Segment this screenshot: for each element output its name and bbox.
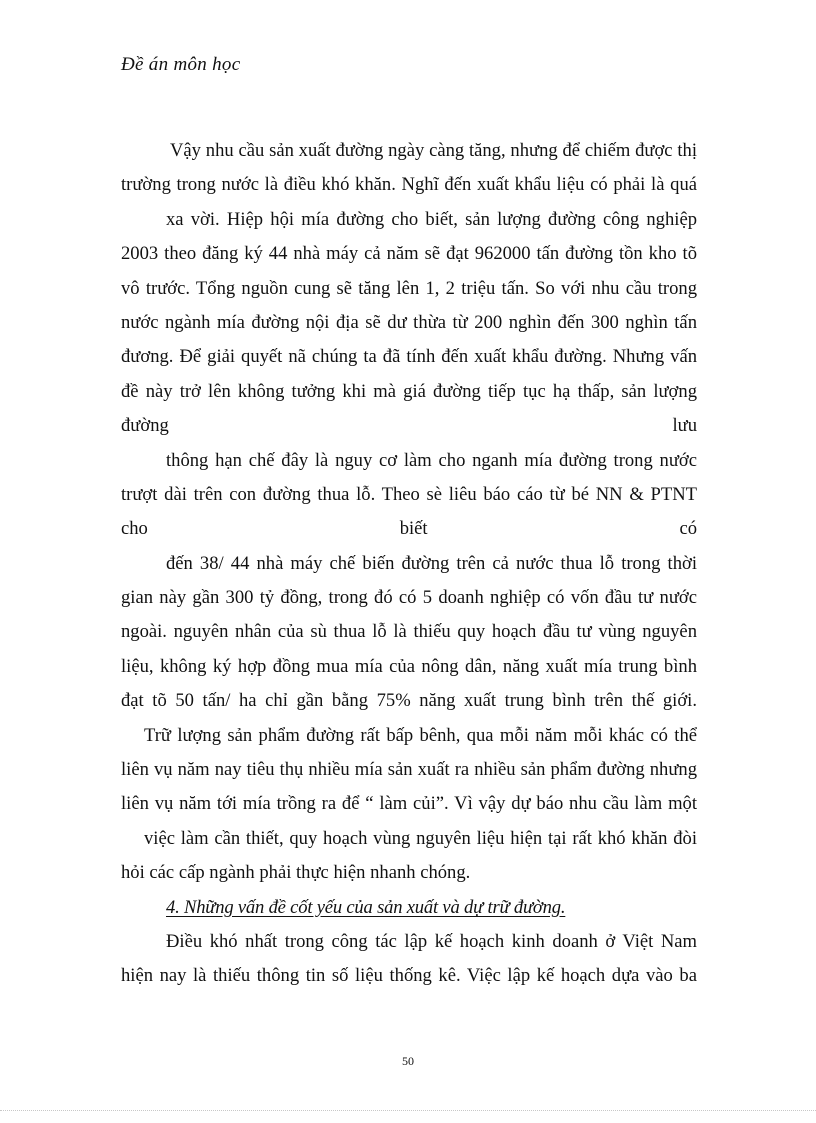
text-fragment: biết [399, 518, 428, 540]
text-line: đến 38/ 44 nhà máy chế biến đường trên cả nước thua lỗ trong thời [166, 552, 697, 574]
text-line: liên vụ năm nay tiêu thụ nhiều mía sản xuất ra nhiều sản phẩm đường nhưng [121, 759, 697, 781]
text-line: thông hạn chế đây là nguy cơ làm cho nganh mía đường trong nước [166, 449, 697, 471]
text-line: 2003 theo đăng ký 44 nhà máy cả năm sẽ đạt 962000 tấn đường tồn kho tõ [121, 243, 697, 265]
text-line: đương. Để giải quyết nã chúng ta đã tính đến xuất khẩu đường. Nhưng vấn [121, 346, 697, 368]
text-line: trượt dài trên con đường thua lỗ. Theo sè liêu báo cáo từ bé NN & PTNT [121, 483, 697, 505]
text-line [121, 512, 697, 546]
text-line: vô trước. Tổng nguồn cung sẽ tăng lên 1, 2 triệu tấn. So với nhu cầu trong [121, 277, 697, 299]
section-heading: 4. Những vấn đề cốt yếu của sản xuất và dự trữ đường. [166, 896, 566, 918]
page-number: 50 [402, 1054, 414, 1068]
section-heading-line [121, 891, 697, 925]
text-line: Điều khó nhất trong công tác lập kế hoạch kinh doanh ở Việt Nam [166, 930, 697, 952]
text-fragment: cho [121, 518, 148, 540]
text-line: liên vụ năm tới mía trồng ra để “ làm củi”. Vì vậy dự báo nhu cầu làm một [121, 793, 697, 815]
text-line: trường trong nước là điều khó khăn. Nghĩ đến xuất khẩu liệu có phải là quá [121, 174, 697, 196]
text-line [121, 409, 697, 443]
page-header-title: Đề án môn học [121, 54, 241, 75]
text-line: hiện nay là thiếu thông tin số liệu thống kê. Việc lập kế hoạch dựa vào ba [121, 965, 697, 987]
text-line: liệu, không ký hợp đồng mua mía của nông dân, năng xuất mía trung bình [121, 655, 697, 677]
text-fragment: có [679, 518, 697, 540]
text-fragment: đường [121, 415, 169, 437]
text-line: đề này trở lên không tưởng khi mà giá đường tiếp tục hạ thấp, sản lượng [121, 380, 697, 402]
text-line: nước ngành mía đường nội địa sẽ dư thừa từ 200 nghìn đến 300 nghìn tấn [121, 311, 697, 333]
text-line: hỏi các cấp ngành phải thực hiện nhanh chóng. [121, 862, 471, 884]
text-line: xa vời. Hiệp hội mía đường cho biết, sản lượng đường công nghiệp [166, 208, 697, 230]
text-line: việc làm cần thiết, quy hoạch vùng nguyên liệu hiện tại rất khó khăn đòi [144, 827, 697, 849]
text-line: Trữ lượng sản phẩm đường rất bấp bênh, qua mỗi năm mỗi khác có thể [144, 724, 697, 746]
text-line: đạt tõ 50 tấn/ ha chỉ gần bằng 75% năng xuất trung bình trên thế giới. [121, 690, 697, 712]
text-line: Vậy nhu cầu sản xuất đường ngày càng tăng, nhưng để chiếm được thị [170, 140, 697, 161]
text-line: gian này gần 300 tỷ đồng, trong đó có 5 doanh nghiệp có vốn đầu tư nước [121, 587, 697, 609]
body-text [121, 134, 697, 994]
footer-divider [0, 1110, 816, 1111]
text-line: ngoài. nguyên nhân của sù thua lỗ là thiếu quy hoạch đầu tư vùng nguyên [121, 621, 697, 643]
text-fragment: lưu [672, 415, 697, 437]
